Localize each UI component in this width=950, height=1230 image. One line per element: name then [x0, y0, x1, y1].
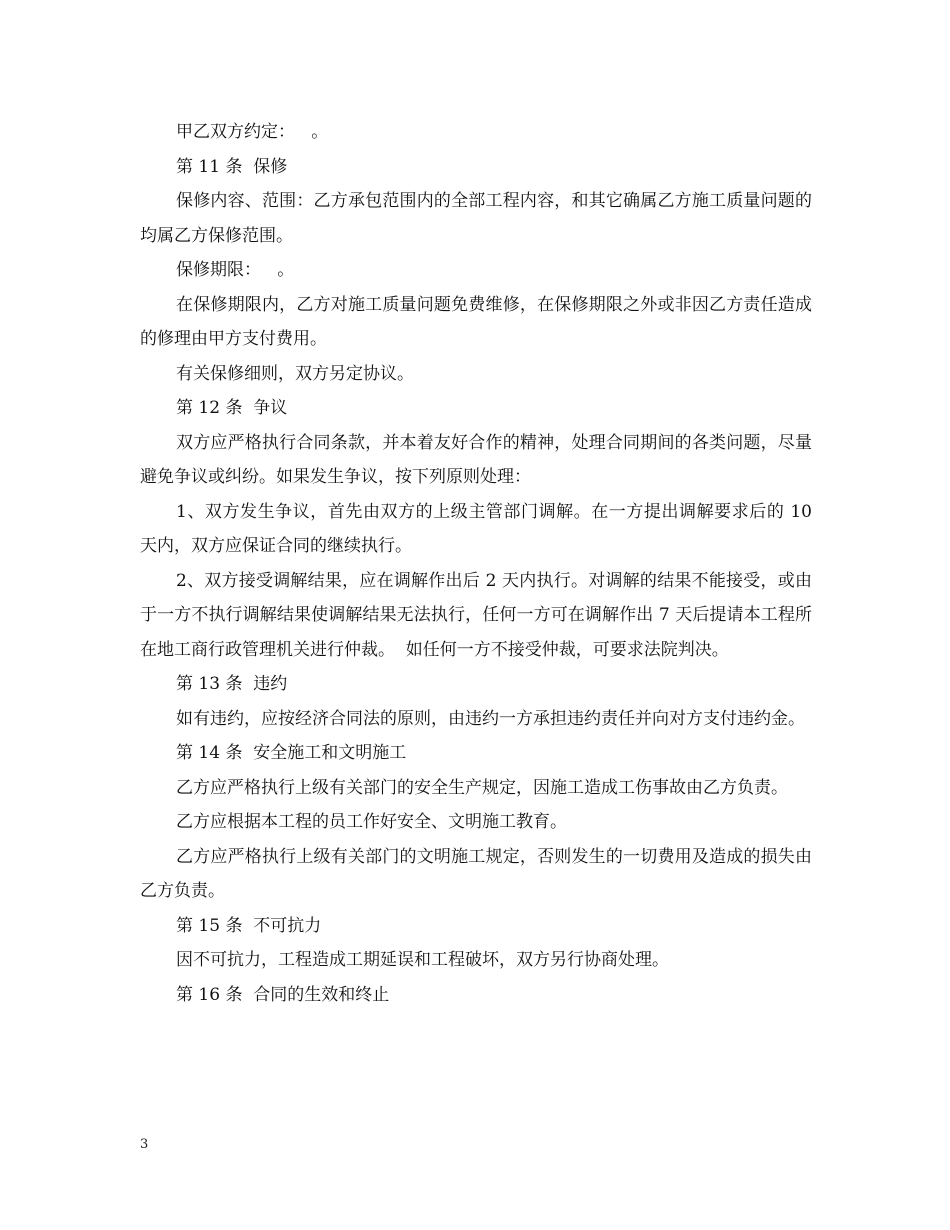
section-heading: 第 14 条 安全施工和文明施工: [176, 743, 407, 763]
paragraph: 保修内容、范围：乙方承包范围内的全部工程内容，和其它确属乙方施工质量问题的均属乙方保修范围。: [140, 191, 812, 246]
paragraph: 甲乙双方约定： 。: [176, 122, 329, 142]
paragraph: 1、双方发生争议，首先由双方的上级主管部门调解。在一方提出调解要求后的 10 天内，双方应保证合同的继续执行。: [140, 501, 818, 556]
paragraph: 双方应严格执行合同条款，并本着友好合作的精神，处理合同期间的各类问题，尽量避免争议或纠纷。如果发生争议，按下列原则处理：: [140, 432, 812, 487]
page-number: 3: [140, 1137, 149, 1152]
paragraph: 因不可抗力，工程造成工期延误和工程破坏，双方另行协商处理。: [176, 950, 669, 970]
section-heading: 第 13 条 违约: [176, 674, 288, 694]
paragraph: 有关保修细则，双方另定协议。: [176, 363, 414, 384]
section-heading: 第 12 条 争议: [176, 398, 288, 418]
paragraph: 乙方应根据本工程的员工作好安全、文明施工教育。: [176, 812, 567, 832]
paragraph: 乙方应严格执行上级有关部门的文明施工规定，否则发生的一切费用及造成的损失由乙方负责。: [140, 846, 812, 901]
paragraph: 乙方应严格执行上级有关部门的安全生产规定，因施工造成工伤事故由乙方负责。: [176, 777, 788, 798]
paragraph: 2、双方接受调解结果，应在调解作出后 2 天内执行。对调解的结果不能接受，或由于一方不执行调解结果使调解结果无法执行，任何一方可在调解作出 7 天后提请本工程所在地工商行政管理机关进行仲裁。 如任何一方不接受仲裁，可要求法院判决。: [140, 570, 812, 660]
section-heading: 第 16 条 合同的生效和终止: [176, 984, 390, 1005]
paragraph: 在保修期限内，乙方对施工质量问题免费维修，在保修期限之外或非因乙方责任造成的修理由甲方支付费用。: [140, 294, 812, 349]
document-body: [140, 115, 818, 1012]
paragraph: 保修期限： 。: [176, 260, 295, 280]
section-heading: 第 11 条 保修: [176, 156, 288, 177]
section-heading: 第 15 条 不可抗力: [176, 915, 322, 936]
paragraph: 如有违约，应按经济合同法的原则，由违约一方承担违约责任并向对方支付违约金。: [176, 708, 805, 729]
